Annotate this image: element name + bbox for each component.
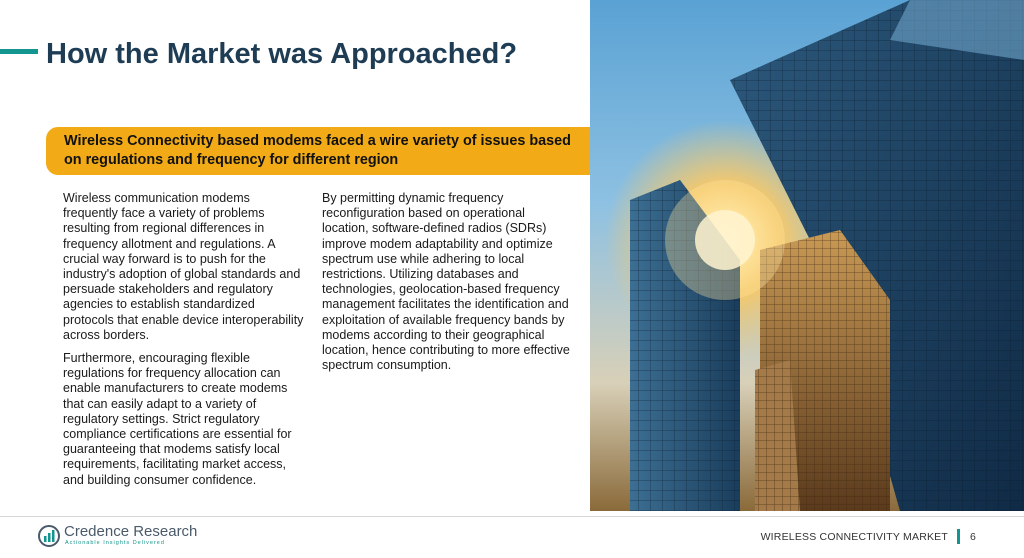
skyscraper-illustration: [590, 0, 1024, 511]
paragraph: Furthermore, encouraging flexible regulations for frequency allocation can enable manufacturers to create modems that can easily adapt to a variety of regulatory settings. Strict regulatory compliance certifications are essential for guaranteeing that modems satisfy local requirements, facilitating market access, and building consumer confidence.: [63, 351, 292, 487]
footer-separator: [957, 529, 960, 544]
title-accent-bar: [0, 49, 38, 54]
page-number: 6: [970, 531, 976, 543]
logo-tagline: Actionable Insights Delivered: [65, 540, 165, 546]
right-text-column: [322, 191, 570, 381]
footer-divider: [0, 516, 1024, 517]
skyscraper-photo: [590, 0, 1024, 511]
footer-section-title: WIRELESS CONNECTIVITY MARKET: [760, 531, 948, 543]
slide-title: How the Market was Approached?: [46, 38, 518, 70]
logo-name: Credence Research: [64, 523, 198, 540]
logo-icon: [38, 525, 60, 547]
paragraph: Wireless communication modems frequently face a variety of problems resulting from regional differences in frequency allotment and regulations. A crucial way forward is to push for the industry's adoption of global standards and persuade stakeholders and regulatory agencies to establish standardized protocols that enable device interoperability across borders.: [63, 191, 304, 342]
left-text-column: [63, 191, 305, 496]
highlight-banner: Wireless Connectivity based modems faced a wire variety of issues based on regulations and frequency for different region: [46, 127, 590, 175]
paragraph: By permitting dynamic frequency reconfiguration based on operational location, software-defined radios (SDRs) improve modem adaptability and optimize spectrum use while adhering to local restrictions. Utilizing databases and technologies, geolocation-based frequency management facilitates the identification and exploitation of available frequency bands by modems according to their geographical location, hence contributing to more effective spectrum consumption.: [322, 191, 570, 373]
